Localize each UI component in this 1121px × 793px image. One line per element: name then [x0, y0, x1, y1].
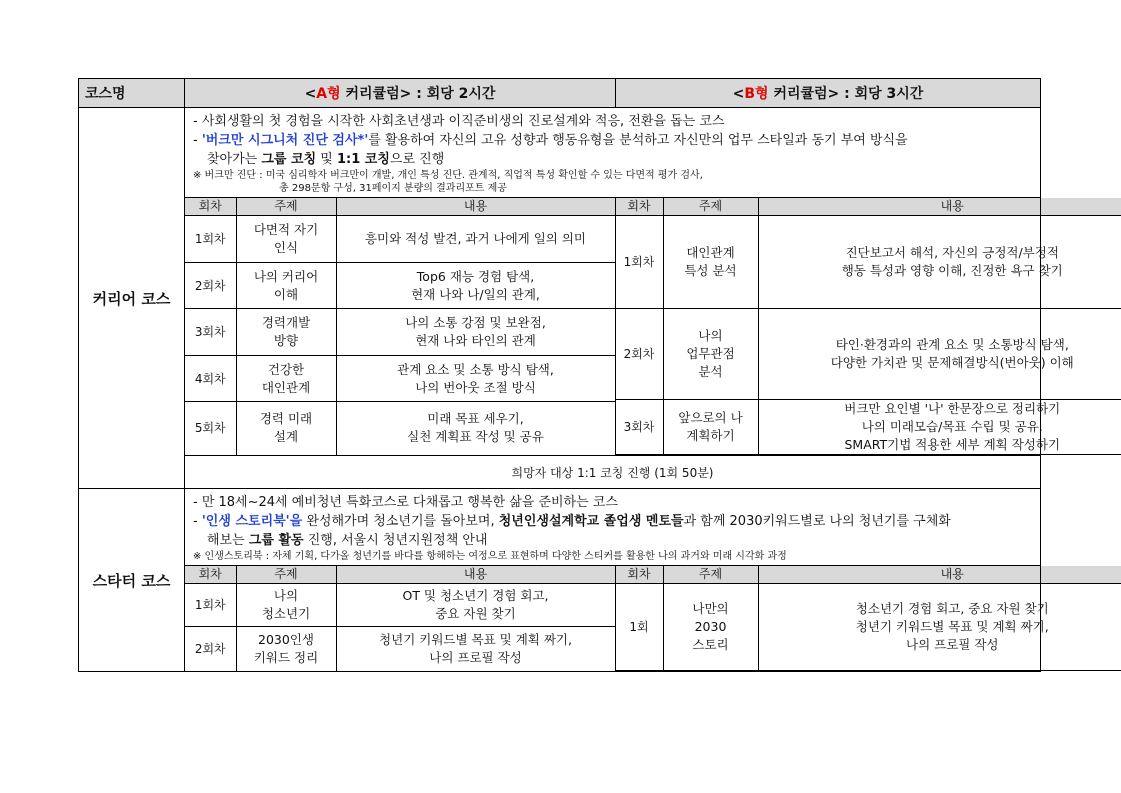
career-b-content-3: 버크만 요인별 '나' 한문장으로 정리하기 나의 미래모습/목표 수립 및 공유, SMART기법 적용한 세부 계획 작성하기 [758, 400, 1121, 455]
career-a-content-2: Top6 재능 경험 탐색, 현재 나와 나/일의 관계, [336, 263, 615, 309]
career-b-content-header: 내용 [758, 198, 1121, 216]
career-session-table [185, 198, 1121, 455]
career-b-round-1: 1회차 [615, 216, 663, 309]
starter-b-topic-1: 나만의 2030 스토리 [663, 584, 758, 671]
type-b-header: <B형 커리큘럼> : 회당 3시간 [616, 79, 1041, 108]
starter-session-table [185, 566, 1121, 671]
type-a-header: <A형 커리큘럼> : 회당 2시간 [185, 79, 616, 108]
career-a-topic-1: 다면적 자기 인식 [236, 216, 336, 263]
curriculum-table [78, 78, 1074, 672]
career-b-topic-header: 주제 [663, 198, 758, 216]
career-a-round-2: 2회차 [185, 263, 236, 309]
career-footer: 희망자 대상 1:1 코칭 진행 (1회 50분) [185, 456, 1041, 489]
starter-desc-line3: 해보는 그룹 활동 진행, 서울시 청년지원정책 안내 [207, 533, 488, 548]
career-a-topic-2: 나의 커리어 이해 [236, 263, 336, 309]
starter-a-content-1: OT 및 청소년기 경험 회고, 중요 자원 찾기 [336, 584, 615, 627]
career-a-round-3: 3회차 [185, 309, 236, 356]
career-footer-row [79, 456, 1041, 489]
career-a-topic-header: 주제 [236, 198, 336, 216]
career-desc-row [79, 108, 1041, 198]
career-a-content-3: 나의 소통 강점 및 보완점, 현재 나와 타인의 관계 [336, 309, 615, 356]
career-a-content-5: 미래 목표 세우기, 실천 계획표 작성 및 공유 [336, 402, 615, 455]
starter-a-topic-header: 주제 [236, 566, 336, 584]
career-course-name: 커리어 코스 [79, 108, 185, 489]
career-description [185, 108, 1041, 198]
starter-desc-line1: - 만 18세~24세 예비청년 특화코스로 다채롭고 행복한 삶을 준비하는 코스 [193, 495, 618, 510]
starter-b-round-1: 1회 [615, 584, 663, 671]
starter-description [185, 489, 1041, 566]
starter-course-name: 스타터 코스 [79, 489, 185, 672]
starter-b-round-header: 회차 [615, 566, 663, 584]
career-sessions-row [79, 198, 1041, 456]
career-desc-line3: 찾아가는 그룹 코칭 및 1:1 코칭으로 진행 [207, 152, 445, 167]
starter-desc-line2: - '인생 스토리북'을 완성해가며 청소년기를 돌아보며, 청년인생설계학교 졸업생 멘토들과 함께 2030키워드별로 나의 청년기를 구체화 [193, 514, 951, 529]
starter-a-round-2: 2회차 [185, 627, 236, 671]
starter-a-topic-1: 나의 청소년기 [236, 584, 336, 627]
starter-a-content-2: 청년기 키워드별 목표 및 계획 짜기, 나의 프로필 작성 [336, 627, 615, 671]
starter-desc-row [79, 489, 1041, 566]
starter-b-topic-header: 주제 [663, 566, 758, 584]
career-note1: ※ 버크만 진단 : 미국 심리학자 버크만이 개발, 개인 특성 진단. 관계적, 직업적 특성 확인할 수 있는 다면적 평가 검사, [193, 170, 703, 181]
career-a-round-4: 4회차 [185, 356, 236, 402]
career-b-topic-2: 나의 업무관점 분석 [663, 309, 758, 400]
header-row [79, 79, 1041, 108]
career-b-round-3: 3회차 [615, 400, 663, 455]
starter-b-content-1: 청소년기 경험 회고, 중요 자원 찾기 청년기 키워드별 목표 및 계획 짜기, 나의 프로필 작성 [758, 584, 1121, 671]
starter-a-round-1: 1회차 [185, 584, 236, 627]
career-a-round-1: 1회차 [185, 216, 236, 263]
course-name-header: 코스명 [79, 79, 185, 108]
career-a-content-1: 흥미와 적성 발견, 과거 나에게 일의 의미 [336, 216, 615, 263]
starter-sessions-row [79, 566, 1041, 672]
career-a-round-5: 5회차 [185, 402, 236, 455]
starter-a-content-header: 내용 [336, 566, 615, 584]
career-a-topic-3: 경력개발 방향 [236, 309, 336, 356]
career-b-content-2: 타인·환경과의 관계 요소 및 소통방식 탐색, 다양한 가치관 및 문제해결방식(번아웃) 이해 [758, 309, 1121, 400]
career-a-topic-4: 건강한 대인관계 [236, 356, 336, 402]
career-b-round-header: 회차 [615, 198, 663, 216]
career-b-topic-3: 앞으로의 나 계획하기 [663, 400, 758, 455]
starter-b-content-header: 내용 [758, 566, 1121, 584]
career-a-topic-5: 경력 미래 설계 [236, 402, 336, 455]
career-a-content-header: 내용 [336, 198, 615, 216]
career-note2: 총 298문항 구성, 31페이지 분량의 결과리포트 제공 [279, 183, 507, 194]
career-a-round-header: 회차 [185, 198, 236, 216]
starter-a-topic-2: 2030인생 키워드 정리 [236, 627, 336, 671]
starter-note: ※ 인생스토리북 : 자체 기획, 다가올 청년기를 바다를 항해하는 여정으로 표현하며 다양한 스티커를 활용한 나의 과거와 미래 시각화 과정 [193, 551, 787, 562]
career-desc-line2: - '버크만 시그니처 진단 검사*'를 활용하여 자신의 고유 성향과 행동유형을 분석하고 자신만의 업무 스타일과 동기 부여 방식을 [193, 133, 908, 148]
career-a-content-4: 관계 요소 및 소통 방식 탐색, 나의 번아웃 조절 방식 [336, 356, 615, 402]
starter-a-round-header: 회차 [185, 566, 236, 584]
career-desc-line1: - 사회생활의 첫 경험을 시작한 사회초년생과 이직준비생의 진로설계와 적응, 전환을 돕는 코스 [193, 114, 725, 129]
career-b-topic-1: 대인관계 특성 분석 [663, 216, 758, 309]
career-b-round-2: 2회차 [615, 309, 663, 400]
career-b-content-1: 진단보고서 해석, 자신의 긍정적/부정적 행동 특성과 영향 이해, 진정한 욕구 찾기 [758, 216, 1121, 309]
